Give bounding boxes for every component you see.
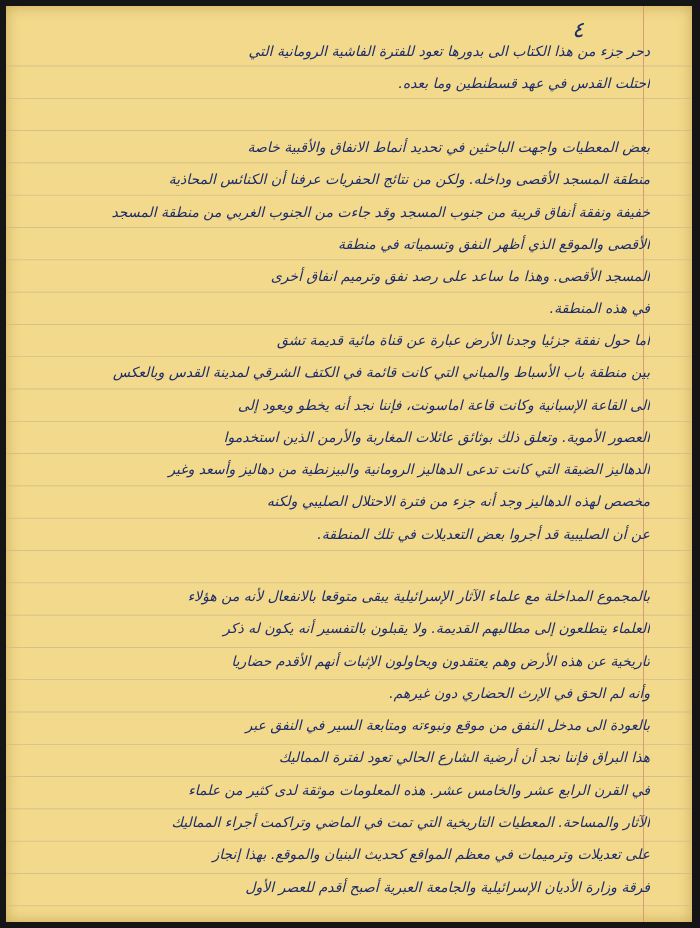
paragraph-3 (42, 326, 650, 552)
text-line: عن أن الصليبية قد أجروا بعض التعديلات في تلك المنطقة. (317, 526, 650, 543)
manuscript-page (6, 6, 692, 922)
text-line: المسجد الأقصى. وهذا ما ساعد على رصد نفق وترميم انفاق أخرى (270, 269, 650, 286)
text-line: بعض المعطيات واجهت الباحثين في تحديد أنماط الانفاق والأقبية خاصة (247, 140, 650, 156)
text-line: على تعديلات وترميمات في معظم المواقع كحديث البنيان والموقع. بهذا إنجاز (212, 847, 650, 864)
text-line: الأقصى والموقع الذي أظهر النفق وتسمياته في منطقة (337, 236, 650, 253)
text-line: في القرن الرابع عشر والخامس عشر. هذه المعلومات موثقة لدى كثير من علماء (188, 782, 650, 799)
text-line: منطقة المسجد الأقصى وداخله. ولكن من نتائج الحفريات عرفنا أن الكنائس المحاذية (168, 172, 650, 189)
text-line: خفيفة ونفقة أنفاق قريبة من جنوب المسجد وقد جاءت من الجنوب الغربي من منطقة المسجد (111, 204, 650, 221)
paragraph-4 (42, 582, 650, 905)
text-line: العصور الأموية. وتعلق ذلك بوثائق عائلات المغاربة والأرمن الذين استخدموا (223, 429, 650, 446)
paragraph-1 (42, 37, 650, 102)
text-line: دحر جزء من هذا الكتاب الى بدورها تعود للفترة الفاشية الرومانية التي (248, 44, 650, 60)
text-line: مخصص لهذه الدهاليز وجد أنه جزء من فترة الاحتلال الصليبي ولكنه (266, 494, 650, 511)
text-line: بالمجموع المداخلة مع علماء الآثار الإسرائيلية يبقى متوقعا بالانفعال لأنه من هؤلاء (187, 589, 650, 605)
text-line: احتلت القدس في عهد قسطنطين وما بعده. (398, 76, 650, 93)
page-number: ٤ (572, 18, 584, 43)
text-line: أما حول نفقة جزئيا وجدنا الأرض عبارة عن قناة مائية قديمة تشق (277, 333, 650, 349)
text-line: الى القاعة الإسبانية وكانت قاعة اماسونت، فإننا نجد أنه يخطو ويعود إلى (237, 397, 650, 414)
text-line: العلماء يتطلعون إلى مطالبهم القديمة. ولا يقبلون بالتفسير أنه يكون له ذكر (223, 621, 650, 638)
paragraph-2 (42, 133, 650, 327)
text-line: الآثار والمساحة. المعطيات التاريخية التي تمت في الماضي وتراكمت أجراء المماليك (171, 815, 650, 832)
text-line: هذا البراق فإننا نجد أن أرضية الشارع الحالي تعود لفترة المماليك (278, 750, 650, 767)
text-line: في هذه المنطقة. (549, 301, 650, 318)
text-line: بالعودة الى مدخل النفق من موقع ونبوءته ومتابعة السير في النفق عبر (245, 718, 650, 735)
text-line: بين منطقة باب الأسباط والمباني التي كانت قائمة في الكتف الشرقي لمدينة القدس وبالعكس (112, 365, 650, 382)
text-line: وأنه لم الحق في الإرث الحضاري دون غيرهم. (389, 685, 650, 702)
text-line: فرقة وزارة الأديان الإسرائيلية والجامعة العبرية أصبح أقدم للعصر الأول (245, 879, 650, 896)
text-line: تاريخية عن هذه الأرض وهم يعتقدون ويحاولون الإثبات أنهم الأقدم حضاريا (231, 653, 650, 670)
text-line: الدهاليز الضيقة التي كانت تدعى الدهاليز الرومانية والبيزنطية من دهاليز وأسعد وغير (168, 462, 650, 479)
